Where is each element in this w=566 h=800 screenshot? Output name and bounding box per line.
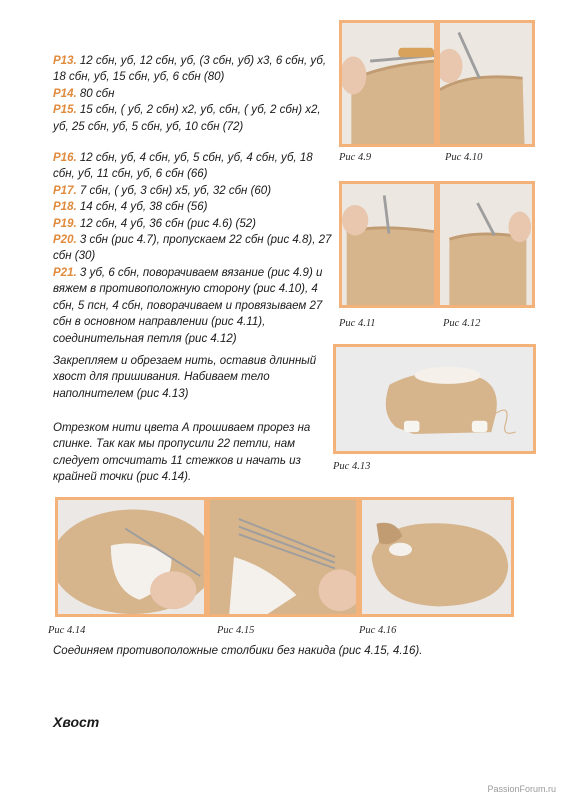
caption-4-15: Рис 4.15	[217, 625, 255, 636]
photo-4-11-image	[342, 184, 434, 305]
row-18: Р18. 14 сбн, 4 уб, 38 сбн (56)	[53, 201, 208, 214]
photo-4-16-image	[362, 500, 511, 614]
photo-4-9	[339, 20, 437, 147]
photo-4-13	[333, 344, 536, 454]
row-15: Р15. 15 сбн, ( уб, 2 сбн) х2, уб, сбн, ( уб, 2 сбн) х2, уб, 25 сбн, уб, 5 сбн, уб, 10 сбн (72)	[53, 104, 321, 133]
row-17: Р17. 7 сбн, ( уб, 3 сбн) х5, уб, 32 сбн (60)	[53, 184, 272, 197]
row-16: Р16. 12 сбн, уб, 4 сбн, уб, 5 сбн, уб, 4 сбн, уб, 18 сбн, уб, 11 сбн, уб, 6 сбн (66)	[53, 152, 313, 181]
photo-4-11	[339, 181, 437, 308]
row-21: Р21. 3 уб, 6 сбн, поворачиваем вязание (рис 4.9) и вяжем в противоположную сторону (рис 4.10), 4 сбн, 5 псн, 4 сбн, поворачиваем и провязываем 27 сбн в основном направлении (рис 4.11), соединительная петля (рис 4.12)	[53, 266, 323, 345]
section-heading-tail: Хвост	[53, 714, 100, 730]
photo-4-10-image	[440, 23, 532, 144]
row-20: Р20. 3 сбн (рис 4.7), пропускаем 22 сбн (рис 4.8), 27 сбн (30)	[53, 234, 332, 263]
row-14: Р14. 80 сбн	[53, 87, 115, 100]
photo-4-12	[437, 181, 535, 308]
photo-4-14-image	[58, 500, 204, 614]
caption-4-10: Рис 4.10	[445, 152, 483, 163]
row-19: Р19. 12 сбн, 4 уб, 36 сбн (рис 4.6) (52)	[53, 217, 256, 230]
photo-4-15-image	[210, 500, 356, 614]
caption-4-13: Рис 4.13	[333, 461, 371, 472]
paragraph-join: Соединяем противоположные столбики без накида (рис 4.15, 4.16).	[53, 645, 423, 657]
photo-4-13-image	[336, 347, 533, 451]
photo-4-15	[207, 497, 359, 617]
watermark: PassionForum.ru	[487, 784, 556, 794]
paragraph-fasten: Закрепляем и обрезаем нить, оставив длинный хвост для пришивания. Набиваем тело наполнителем (рис 4.13)	[53, 355, 317, 400]
caption-4-11: Рис 4.11	[339, 318, 376, 329]
caption-4-9: Рис 4.9	[339, 152, 372, 163]
photo-4-14	[55, 497, 207, 617]
photo-4-9-image	[342, 23, 434, 144]
paragraph-sew: Отрезком нити цвета А прошиваем прорез на спинке. Так как мы пропусили 22 петли, нам следует отсчитать 11 стежков и начать из крайней точки (рис 4.14).	[53, 422, 311, 484]
pattern-rows	[53, 53, 333, 347]
caption-4-14: Рис 4.14	[48, 625, 86, 636]
photo-4-10	[437, 20, 535, 147]
photo-4-16	[359, 497, 514, 617]
caption-4-12: Рис 4.12	[443, 318, 481, 329]
caption-4-16: Рис 4.16	[359, 625, 397, 636]
photo-4-12-image	[440, 184, 532, 305]
row-13: Р13. 12 сбн, уб, 12 сбн, уб, (3 сбн, уб) х3, 6 сбн, уб, 18 сбн, уб, 15 сбн, уб, 6 сбн (80)	[53, 55, 327, 84]
